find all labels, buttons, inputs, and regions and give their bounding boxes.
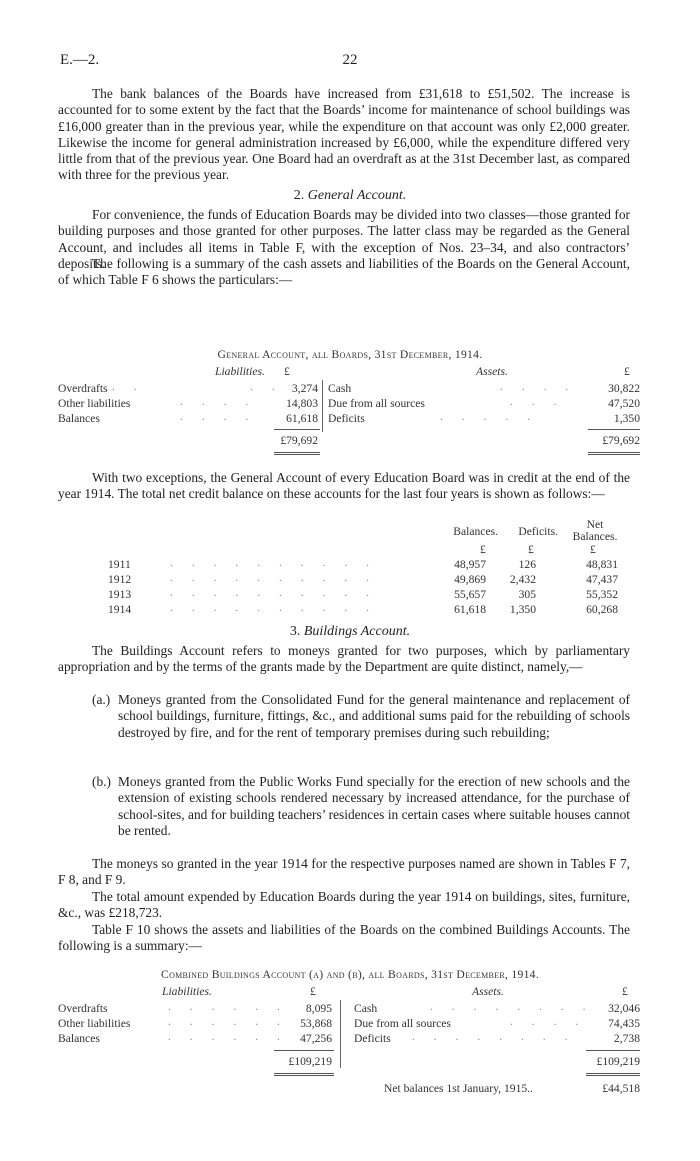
year-cell: 1914 <box>108 603 132 616</box>
liability-label: Overdrafts <box>58 382 108 395</box>
item-label: (a.) <box>92 692 111 707</box>
paragraph-bank-balances: The bank balances of the Boards have increased from £31,618 to £51,502. The increase is accounted for to some extent by the fact that the Boards’ income for maintenance of school buildings was £16,000 greater than in the previous year, while the expenditure on that account was only £2,000 greater. Likewise the income for general administration increased by £6,000, while the expenditure differed very little from that of the previous year. One Board had an overdraft as at the 31st December last, as compared with three for the previous year. <box>58 86 630 183</box>
leader-dots: . . . <box>510 395 565 408</box>
liability-label: Other liabilities <box>58 397 131 410</box>
asset-value: 32,046 <box>608 1002 640 1015</box>
column-header-net: Net <box>586 518 604 531</box>
total-rule <box>586 1073 640 1076</box>
net-cell: 60,268 <box>586 603 618 616</box>
paragraph-table-f10: Table F 10 shows the assets and liabilities of the Boards on the combined Buildings Accounts. The following is a summary:— <box>58 922 630 954</box>
liabilities-currency: £ <box>310 985 316 998</box>
leader-dots: . . . . . . <box>168 1000 288 1013</box>
leader-dots: . . <box>250 380 283 393</box>
net-balances-label: Net balances 1st January, 1915.. <box>384 1082 533 1095</box>
sum-rule <box>586 1050 640 1051</box>
liability-value: 53,868 <box>300 1017 332 1030</box>
net-cell: 47,437 <box>586 573 618 586</box>
balances-cell: 49,869 <box>454 573 486 586</box>
paragraph-credit-balance: With two exceptions, the General Account of every Education Board was in credit at the end of the year 1914. The total net credit balance on these accounts for the last four years is shown as follows:— <box>58 470 630 502</box>
item-label: (b.) <box>92 774 111 789</box>
leader-dots: . . . . . . . . <box>430 1000 594 1013</box>
section-number: 3. <box>289 624 301 639</box>
column-header-deficits: Deficits. <box>518 525 558 538</box>
asset-label: Deficits <box>354 1032 391 1045</box>
leader-dots: . . . . . . <box>168 1030 288 1043</box>
deficits-cell: 2,432 <box>509 573 536 586</box>
section-title: Buildings Account. <box>303 624 411 639</box>
liability-label: Balances <box>58 1032 100 1045</box>
asset-label: Cash <box>354 1002 378 1015</box>
year-cell: 1911 <box>108 558 131 571</box>
deficits-cell: 305 <box>518 588 536 601</box>
leader-dots: . . . . <box>180 395 257 408</box>
asset-label: Due from all sources <box>354 1017 451 1030</box>
net-cell: 48,831 <box>586 558 618 571</box>
leader-dots: . . . . <box>500 380 577 393</box>
leader-dots: . . . . . . . . . . <box>170 556 378 569</box>
liabilities-header: Liabilities. <box>215 365 265 378</box>
liability-value: 3,274 <box>291 382 318 395</box>
currency-label: £ <box>528 543 534 556</box>
table-title: Combined Buildings Account (a) and (b), all Boards, 31st December, 1914. <box>161 968 539 981</box>
asset-value: 2,738 <box>613 1032 640 1045</box>
leader-dots: . . . . . . . . . . <box>170 601 378 614</box>
assets-currency: £ <box>624 365 630 378</box>
liability-label: Balances <box>58 412 100 425</box>
page-number: 22 <box>342 52 358 68</box>
assets-header: Assets. <box>472 985 504 998</box>
document-code: E.—2. <box>60 52 100 68</box>
leader-dots: . . . . . . . . <box>412 1030 576 1043</box>
paragraph-total-expended: The total amount expended by Education Boards during the year 1914 on buildings, sites, furniture, &c., was £218,723. <box>58 889 630 921</box>
deficits-cell: 1,350 <box>509 603 536 616</box>
section-number: 2. <box>293 188 305 203</box>
total-rule <box>274 1073 334 1076</box>
liability-label: Overdrafts <box>58 1002 108 1015</box>
liabilities-currency: £ <box>284 365 290 378</box>
balances-cell: 48,957 <box>454 558 486 571</box>
asset-label: Cash <box>328 382 352 395</box>
liabilities-header: Liabilities. <box>162 985 212 998</box>
sum-rule <box>274 1050 334 1051</box>
net-cell: 55,352 <box>586 588 618 601</box>
currency-label: £ <box>590 543 596 556</box>
asset-value: 47,520 <box>608 397 640 410</box>
year-cell: 1912 <box>108 573 132 586</box>
paragraph-summary-intro: The following is a summary of the cash assets and liabilities of the Boards on the General Account, of which Table F 6 shows the particulars:— <box>58 256 630 288</box>
paragraph-buildings-account: The Buildings Account refers to moneys granted for two purposes, which by parliamentary appropriation and by the terms of the grants made by the Department are quite distinct, namely,— <box>58 643 630 675</box>
liabilities-total: £109,219 <box>288 1055 332 1068</box>
asset-value: 30,822 <box>608 382 640 395</box>
net-balances-value: £44,518 <box>602 1082 640 1095</box>
leader-dots: . . . . . . . . . . <box>170 586 378 599</box>
assets-currency: £ <box>622 985 628 998</box>
liabilities-total: £79,692 <box>280 434 318 447</box>
item-text: Moneys granted from the Consolidated Fund for the general maintenance and replacement of school buildings, furniture, fittings, &c., and additional sums paid for the rebuilding of schools destroyed by fire, and for the rent of temporary premises during such rebuilding; <box>118 692 630 740</box>
assets-total: £109,219 <box>596 1055 640 1068</box>
currency-label: £ <box>480 543 486 556</box>
column-header-net-balances: Balances. <box>572 530 618 543</box>
section-title: General Account. <box>307 188 407 203</box>
leader-dots: . . <box>112 380 145 393</box>
paragraph-moneys-granted: The moneys so granted in the year 1914 for the respective purposes named are shown in Tables F 7, F 8, and F 9. <box>58 856 630 888</box>
paragraph-funds-classes: For convenience, the funds of Education Boards may be divided into two classes—those granted for building purposes and those granted for other purposes. The latter class may be regarded as the General Account, and includes all items in Table F, with the exception of Nos. 23–34, and also contractors’ deposits. <box>58 207 630 271</box>
year-cell: 1913 <box>108 588 132 601</box>
liability-value: 61,618 <box>286 412 318 425</box>
asset-value: 74,435 <box>608 1017 640 1030</box>
item-text: Moneys granted from the Public Works Fund specially for the erection of new schools and the extension of existing schools rendered necessary by increased attendance, for the purchase of school-sites, and for building teachers’ residences in certain cases where suitable houses cannot be rented. <box>118 774 630 838</box>
liability-value: 8,095 <box>305 1002 332 1015</box>
liability-value: 47,256 <box>300 1032 332 1045</box>
leader-dots: . . . . . . . . . . <box>170 571 378 584</box>
balances-cell: 61,618 <box>454 603 486 616</box>
liability-value: 14,803 <box>286 397 318 410</box>
leader-dots: . . . . . . <box>168 1015 288 1028</box>
column-header-balances: Balances. <box>453 525 498 538</box>
assets-header: Assets. <box>476 365 508 378</box>
balances-cell: 55,657 <box>454 588 486 601</box>
leader-dots: . . . . <box>180 410 257 423</box>
assets-total: £79,692 <box>602 434 640 447</box>
deficits-cell: 126 <box>518 558 536 571</box>
asset-label: Due from all sources <box>328 397 425 410</box>
leader-dots: . . . . . <box>440 410 539 423</box>
asset-value: 1,350 <box>613 412 640 425</box>
column-divider <box>340 1000 341 1068</box>
table-title: General Account, all Boards, 31st December, 1914. <box>217 348 483 361</box>
liability-label: Other liabilities <box>58 1017 131 1030</box>
leader-dots: . . . . <box>510 1015 587 1028</box>
asset-label: Deficits <box>328 412 365 425</box>
